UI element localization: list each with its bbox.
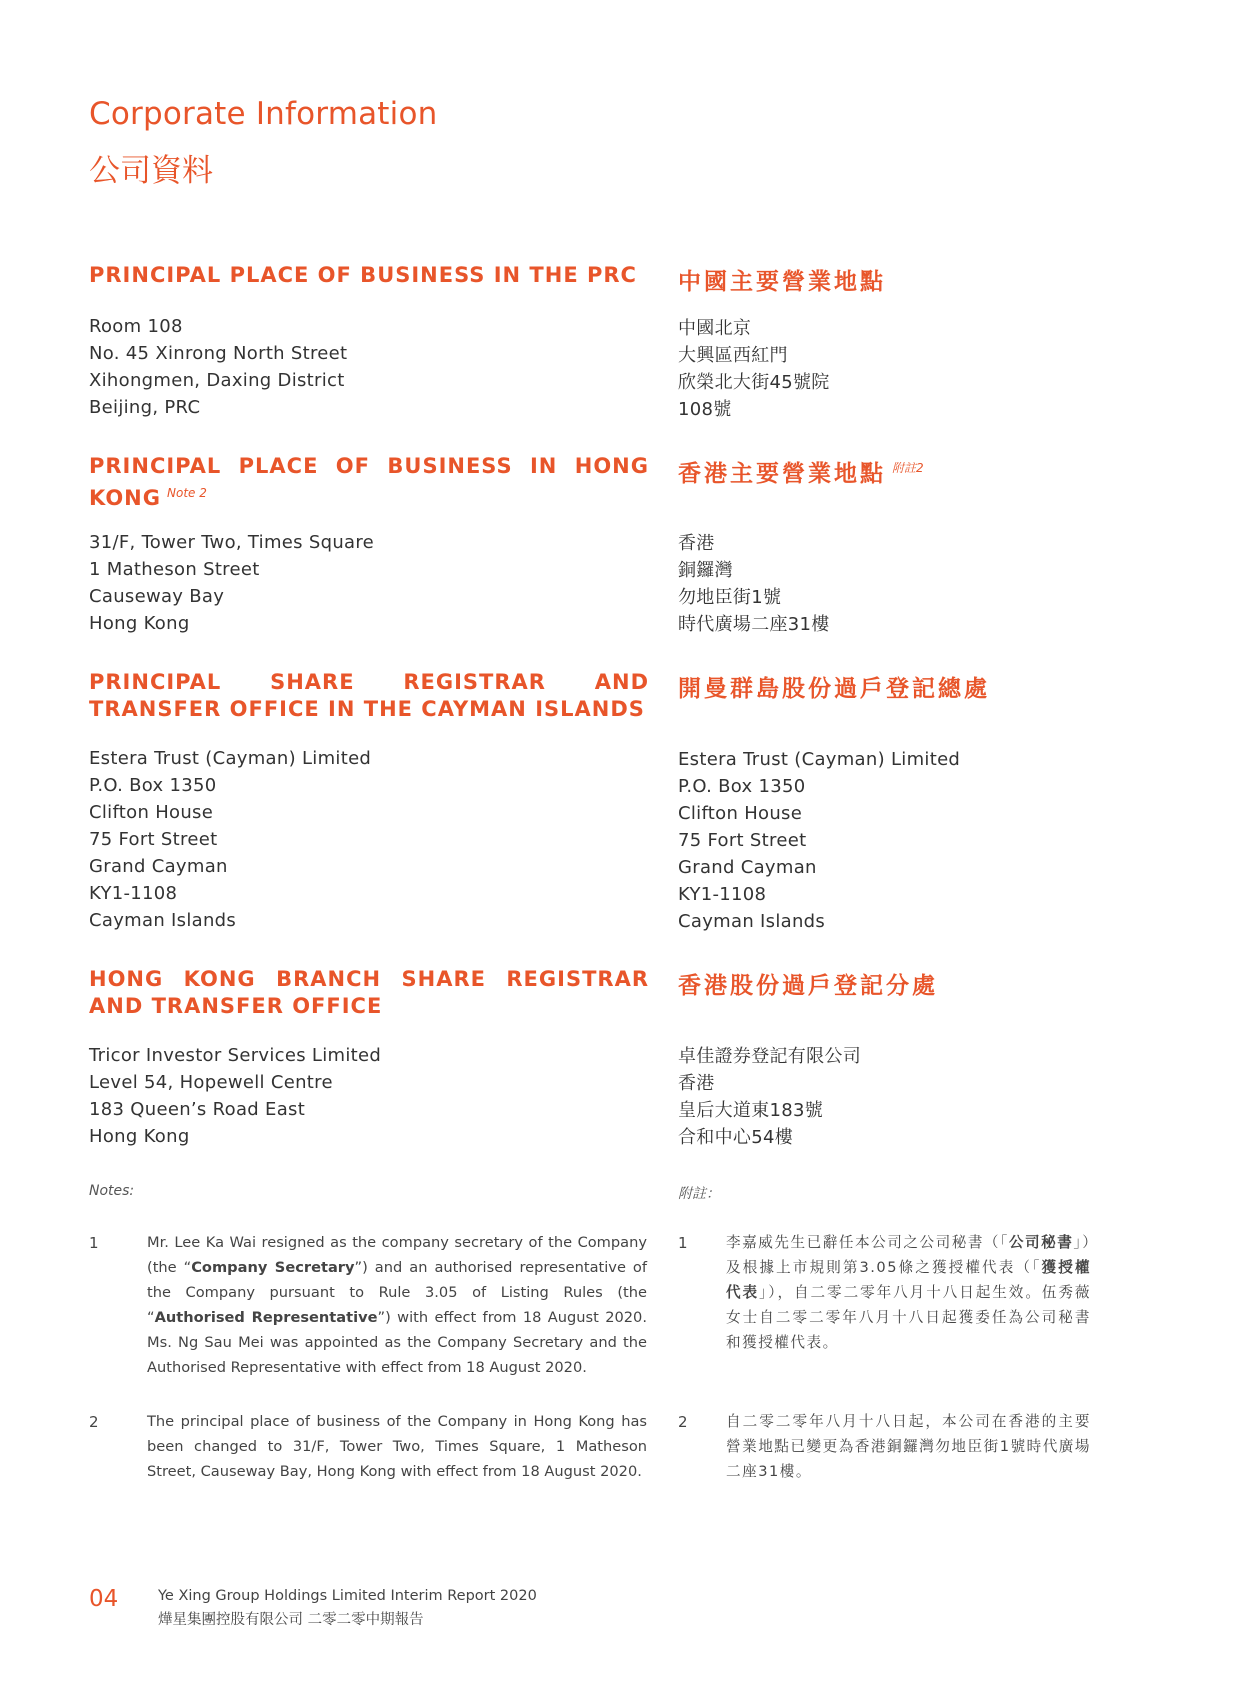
section-heading-hk-en: PRINCIPAL PLACE OF BUSINESS IN HONG KONG $^{Note 2}$ (89, 454, 649, 510)
note-2-zh: 自二零二零年八月十八日起，本公司在香港的主要營業地點已變更為香港銅鑼灣勿地臣街1號時代廣場二座31樓。 (726, 1413, 1091, 1480)
page-number: 04 (89, 1586, 119, 1612)
address-hk-en: 31/F, Tower Two, Times Square 1 Matheson Street Causeway Bay Hong Kong (89, 532, 375, 634)
notes-label-en: Notes: (89, 1183, 135, 1199)
note-number-1-zh: 1 (678, 1234, 688, 1252)
section-heading-hk-zh: 香港主要營業地點 $^{附註2}$ (678, 461, 924, 487)
page-title-zh: 公司資料 (89, 153, 213, 189)
address-cayman-en: Estera Trust (Cayman) Limited P.O. Box 1350 Clifton House 75 Fort Street Grand Cayman KY1-1108 Cayman Islands (89, 748, 372, 931)
section-heading-hk-registrar-zh: 香港股份過戶登記分處 (678, 973, 938, 999)
address-hk-zh: 香港 銅鑼灣 勿地臣街1號 時代廣場二座31樓 (678, 533, 830, 635)
address-hk-registrar-zh: 卓佳證券登記有限公司 香港 皇后大道東183號 合和中心54樓 (678, 1046, 861, 1148)
address-hk-registrar-en: Tricor Investor Services Limited Level 54, Hopewell Centre 183 Queen’s Road East Hong Kong (89, 1045, 382, 1147)
section-heading-prc-en: PRINCIPAL PLACE OF BUSINESS IN THE PRC (89, 263, 637, 287)
notes-label-zh: 附註： (678, 1186, 720, 1202)
note-number-1-en: 1 (89, 1234, 99, 1252)
note-number-2-en: 2 (89, 1413, 99, 1431)
section-heading-prc-zh: 中國主要營業地點 (678, 269, 886, 295)
note-1-en: Mr. Lee Ka Wai resigned as the company secretary of the Company (the “Company Secretary”) and an authorised representative of the Company pursuant to Rule 3.05 of Listing Rules (the “Authorised Representative”) with effect from 18 August 2020. Ms. Ng Sau Mei was appointed as the Company Secretary and the Authorised Representative with effect from 18 August 2020. (147, 1234, 648, 1376)
section-heading-cayman-zh: 開曼群島股份過戶登記總處 (678, 676, 990, 702)
page-title-en: Corporate Information (89, 96, 438, 132)
address-prc-zh: 中國北京 大興區西紅門 欣榮北大街45號院 108號 (678, 318, 830, 420)
footer-title-zh: 燁星集團控股有限公司 二零二零中期報告 (158, 1612, 424, 1628)
address-cayman-zh: Estera Trust (Cayman) Limited P.O. Box 1350 Clifton House 75 Fort Street Grand Cayman KY1-1108 Cayman Islands (678, 749, 961, 932)
address-prc-en: Room 108 No. 45 Xinrong North Street Xihongmen, Daxing District Beijing, PRC (89, 316, 348, 418)
section-heading-hk-registrar-en: HONG KONG BRANCH SHARE REGISTRAR AND TRANSFER OFFICE (89, 967, 649, 1018)
note-2-en: The principal place of business of the Company in Hong Kong has been changed to 31/F, Tower Two, Times Square, 1 Matheson Street, Causeway Bay, Hong Kong with effect from 18 August 2020. (147, 1413, 647, 1480)
note-ref-zh: 附註2 (892, 461, 924, 476)
footer-title-en: Ye Xing Group Holdings Limited Interim Report 2020 (158, 1588, 537, 1604)
note-ref-en: Note 2 (167, 486, 207, 500)
note-number-2-zh: 2 (678, 1413, 688, 1431)
section-heading-cayman-en: PRINCIPAL SHARE REGISTRAR AND TRANSFER OFFICE IN THE CAYMAN ISLANDS (89, 670, 649, 721)
note-1-zh: 李嘉威先生已辭任本公司之公司秘書（「公司秘書」）及根據上市規則第3.05條之獲授權代表（「獲授權代表」），自二零二零年八月十八日起生效。伍秀薇女士自二零二零年八月十八日起獲委任為公司秘書和獲授權代表。 (726, 1234, 1091, 1351)
